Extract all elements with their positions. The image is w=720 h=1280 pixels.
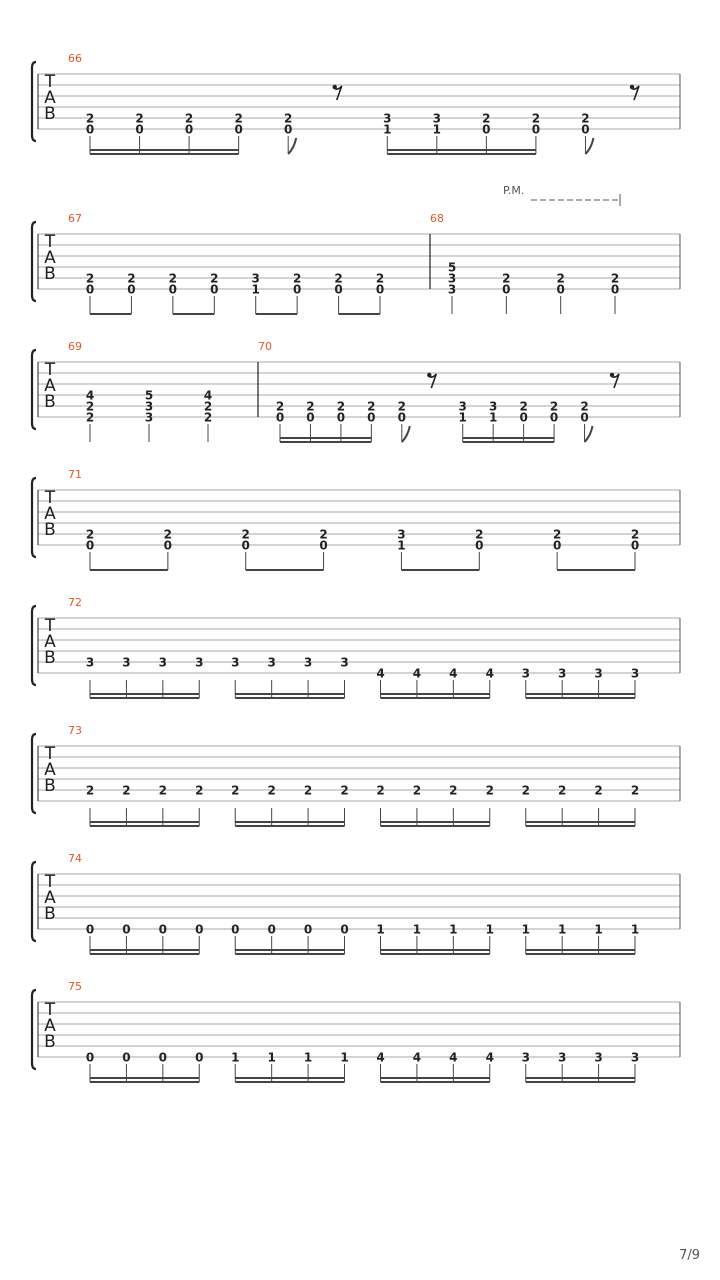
fret-number: 2 [556,271,565,286]
fret-number: 3 [594,666,603,681]
system-bracket [32,222,36,301]
fret-number: 2 [610,271,620,286]
tab-system [32,52,680,154]
fret-number: 2 [85,111,95,126]
fret-number: 2 [580,399,589,414]
fret-number: 1 [521,922,530,937]
fret-number: 3 [251,271,260,286]
fret-number: 1 [251,282,260,297]
fret-number: 0 [367,410,376,425]
fret-number: 0 [630,538,640,553]
fret-number: 2 [375,271,385,286]
system-bracket [32,990,36,1069]
fret-number: 0 [334,282,343,297]
fret-number: 2 [336,399,346,414]
fret-number: 4 [449,666,458,681]
fret-number: 2 [85,527,95,542]
fret-number: 0 [556,282,565,297]
tab-clef-letter: T [44,488,56,508]
system-bracket [32,862,36,941]
tab-clef-letter: B [44,904,56,924]
tab-clef-letter: T [44,744,56,764]
fret-number: 0 [292,282,302,297]
fret-number: 2 [241,527,250,542]
fret-number: 2 [203,410,213,425]
fret-number: 2 [334,271,343,286]
fret-number: 0 [303,922,313,937]
fret-number: 2 [519,399,528,414]
fret-number: 4 [85,388,95,403]
fret-number: 2 [85,399,95,414]
fret-number: 3 [267,655,276,670]
tab-clef-letter: A [44,1016,56,1036]
fret-number: 0 [336,410,346,425]
fret-number: 0 [168,282,178,297]
tab-clef-letter: T [44,232,56,252]
fret-number: 4 [412,1050,422,1065]
fret-number: 2 [449,783,458,798]
fret-number: 2 [319,527,328,542]
fret-number: 2 [210,271,219,286]
measure-number: 71 [68,468,82,481]
fret-number: 0 [340,922,349,937]
fret-number: 1 [412,922,422,937]
fret-number: 4 [376,666,385,681]
tab-clef-letter: B [44,648,56,668]
fret-number: 3 [447,271,457,286]
fret-number: 1 [376,922,385,937]
fret-number: 1 [303,1050,313,1065]
fret-number: 1 [231,1050,240,1065]
fret-number: 2 [303,783,313,798]
fret-number: 0 [85,122,95,137]
tab-clef-letter: B [44,520,56,540]
fret-number: 3 [383,111,392,126]
fret-number: 0 [122,1050,131,1065]
tab-clef-letter: T [44,360,56,380]
fret-number: 2 [292,271,302,286]
fret-number: 0 [195,1050,204,1065]
measure-number: 73 [68,724,82,737]
eighth-rest-dot [630,85,634,89]
fret-number: 3 [303,655,313,670]
system-bracket [32,478,36,557]
fret-number: 0 [195,922,204,937]
fret-number: 1 [267,1050,276,1065]
fret-number: 2 [127,271,136,286]
fret-number: 4 [485,666,494,681]
fret-number: 3 [195,655,204,670]
tab-system [32,980,680,1082]
fret-number: 2 [306,399,315,414]
fret-number: 1 [432,122,441,137]
fret-number: 0 [610,282,620,297]
eighth-rest-dot [610,373,614,377]
fret-number: 2 [184,111,194,126]
fret-number: 0 [475,538,484,553]
fret-number: 1 [449,922,458,937]
fret-number: 0 [482,122,491,137]
fret-number: 0 [241,538,250,553]
fret-number: 0 [531,122,541,137]
system-bracket [32,62,36,141]
fret-number: 1 [458,410,467,425]
fret-number: 2 [549,399,559,414]
palm-mute-label: P.M. [503,184,525,197]
fret-number: 0 [85,1050,95,1065]
system-bracket [32,606,36,685]
tab-clef-letter: B [44,776,56,796]
fret-number: 4 [412,666,422,681]
fret-number: 0 [127,282,136,297]
fret-number: 2 [135,111,144,126]
fret-number: 0 [552,538,562,553]
measure-number: 66 [68,52,82,65]
fret-number: 0 [158,922,168,937]
fret-number: 2 [581,111,590,126]
tab-clef-letter: T [44,1000,56,1020]
fret-number: 3 [489,399,498,414]
tab-clef-letter: B [44,392,56,412]
fret-number: 2 [163,527,173,542]
fret-number: 1 [594,922,603,937]
fret-number: 2 [275,399,285,414]
fret-number: 2 [475,527,484,542]
fret-number: 0 [135,122,144,137]
fret-number: 3 [458,399,467,414]
fret-number: 3 [158,655,168,670]
fret-number: 3 [447,282,457,297]
page-number: 7/9 [679,1248,700,1263]
fret-number: 0 [85,282,95,297]
measure-number: 72 [68,596,82,609]
fret-number: 0 [306,410,315,425]
fret-number: 0 [581,122,590,137]
fret-number: 3 [144,410,154,425]
fret-number: 0 [231,922,240,937]
tab-clef-letter: A [44,376,56,396]
fret-number: 0 [85,922,95,937]
fret-number: 0 [122,922,131,937]
tab-clef-letter: A [44,632,56,652]
tab-clef-letter: T [44,72,56,92]
fret-number: 0 [85,538,95,553]
fret-number: 3 [521,1050,530,1065]
fret-number: 2 [158,783,168,798]
tab-system [32,340,680,442]
measure-number: 74 [68,852,82,865]
fret-number: 2 [85,271,95,286]
fret-number: 0 [184,122,194,137]
note-flag [585,138,593,154]
eighth-rest-dot [427,373,431,377]
tab-clef-letter: T [44,872,56,892]
fret-number: 2 [85,410,95,425]
fret-number: 3 [122,655,131,670]
fret-number: 2 [594,783,603,798]
fret-number: 0 [267,922,276,937]
measure-number: 75 [68,980,82,993]
fret-number: 2 [412,783,422,798]
measure-number: 68 [430,212,444,225]
fret-number: 2 [397,399,406,414]
tab-clef-letter: A [44,760,56,780]
fret-number: 1 [383,122,392,137]
measure-number: 67 [68,212,82,225]
tab-system [32,596,680,698]
fret-number: 3 [557,666,567,681]
fret-number: 4 [485,1050,494,1065]
fret-number: 1 [485,922,494,937]
fret-number: 0 [375,282,385,297]
tab-clef-letter: A [44,88,56,108]
fret-number: 2 [531,111,541,126]
fret-number: 3 [85,655,95,670]
fret-number: 1 [397,538,406,553]
system-bracket [32,350,36,429]
fret-number: 0 [502,282,511,297]
fret-number: 2 [521,783,530,798]
fret-number: 3 [557,1050,567,1065]
fret-number: 0 [275,410,285,425]
fret-number: 0 [210,282,219,297]
fret-number: 2 [195,783,204,798]
fret-number: 3 [144,399,154,414]
fret-number: 4 [203,388,213,403]
fret-number: 0 [234,122,243,137]
note-flag [288,138,296,154]
fret-number: 3 [594,1050,603,1065]
fret-number: 2 [482,111,491,126]
fret-number: 2 [284,111,293,126]
fret-number: 2 [340,783,349,798]
fret-number: 1 [340,1050,349,1065]
note-flag [585,426,593,442]
fret-number: 3 [521,666,530,681]
tab-clef-letter: B [44,104,56,124]
tab-clef-letter: B [44,1032,56,1052]
measure-number: 70 [258,340,272,353]
measure-number: 69 [68,340,82,353]
fret-number: 2 [231,783,240,798]
tab-system [32,724,680,826]
fret-number: 3 [630,666,640,681]
tab-system [32,852,680,954]
fret-number: 2 [557,783,567,798]
fret-number: 0 [580,410,589,425]
fret-number: 0 [519,410,528,425]
fret-number: 2 [485,783,494,798]
fret-number: 2 [376,783,385,798]
fret-number: 2 [630,527,640,542]
tab-clef-letter: T [44,616,56,636]
fret-number: 0 [163,538,173,553]
tab-clef-letter: B [44,264,56,284]
fret-number: 2 [552,527,562,542]
fret-number: 4 [376,1050,385,1065]
note-flag [402,426,410,442]
fret-number: 2 [502,271,511,286]
fret-number: 0 [158,1050,168,1065]
fret-number: 2 [367,399,376,414]
fret-number: 2 [234,111,243,126]
fret-number: 3 [397,527,406,542]
fret-number: 2 [630,783,640,798]
fret-number: 3 [231,655,240,670]
fret-number: 1 [489,410,498,425]
fret-number: 2 [122,783,131,798]
fret-number: 2 [203,399,213,414]
fret-number: 4 [449,1050,458,1065]
fret-number: 3 [630,1050,640,1065]
fret-number: 5 [144,388,154,403]
fret-number: 1 [557,922,567,937]
fret-number: 0 [284,122,293,137]
fret-number: 0 [397,410,406,425]
system-bracket [32,734,36,813]
fret-number: 2 [85,783,95,798]
tab-system [32,468,680,570]
tab-clef-letter: A [44,504,56,524]
fret-number: 0 [319,538,328,553]
fret-number: 3 [432,111,441,126]
tab-system [32,184,680,314]
tab-clef-letter: A [44,248,56,268]
fret-number: 2 [168,271,178,286]
fret-number: 2 [267,783,276,798]
fret-number: 3 [340,655,349,670]
fret-number: 5 [447,260,457,275]
fret-number: 1 [630,922,640,937]
eighth-rest-dot [333,85,337,89]
fret-number: 0 [549,410,559,425]
tab-clef-letter: A [44,888,56,908]
